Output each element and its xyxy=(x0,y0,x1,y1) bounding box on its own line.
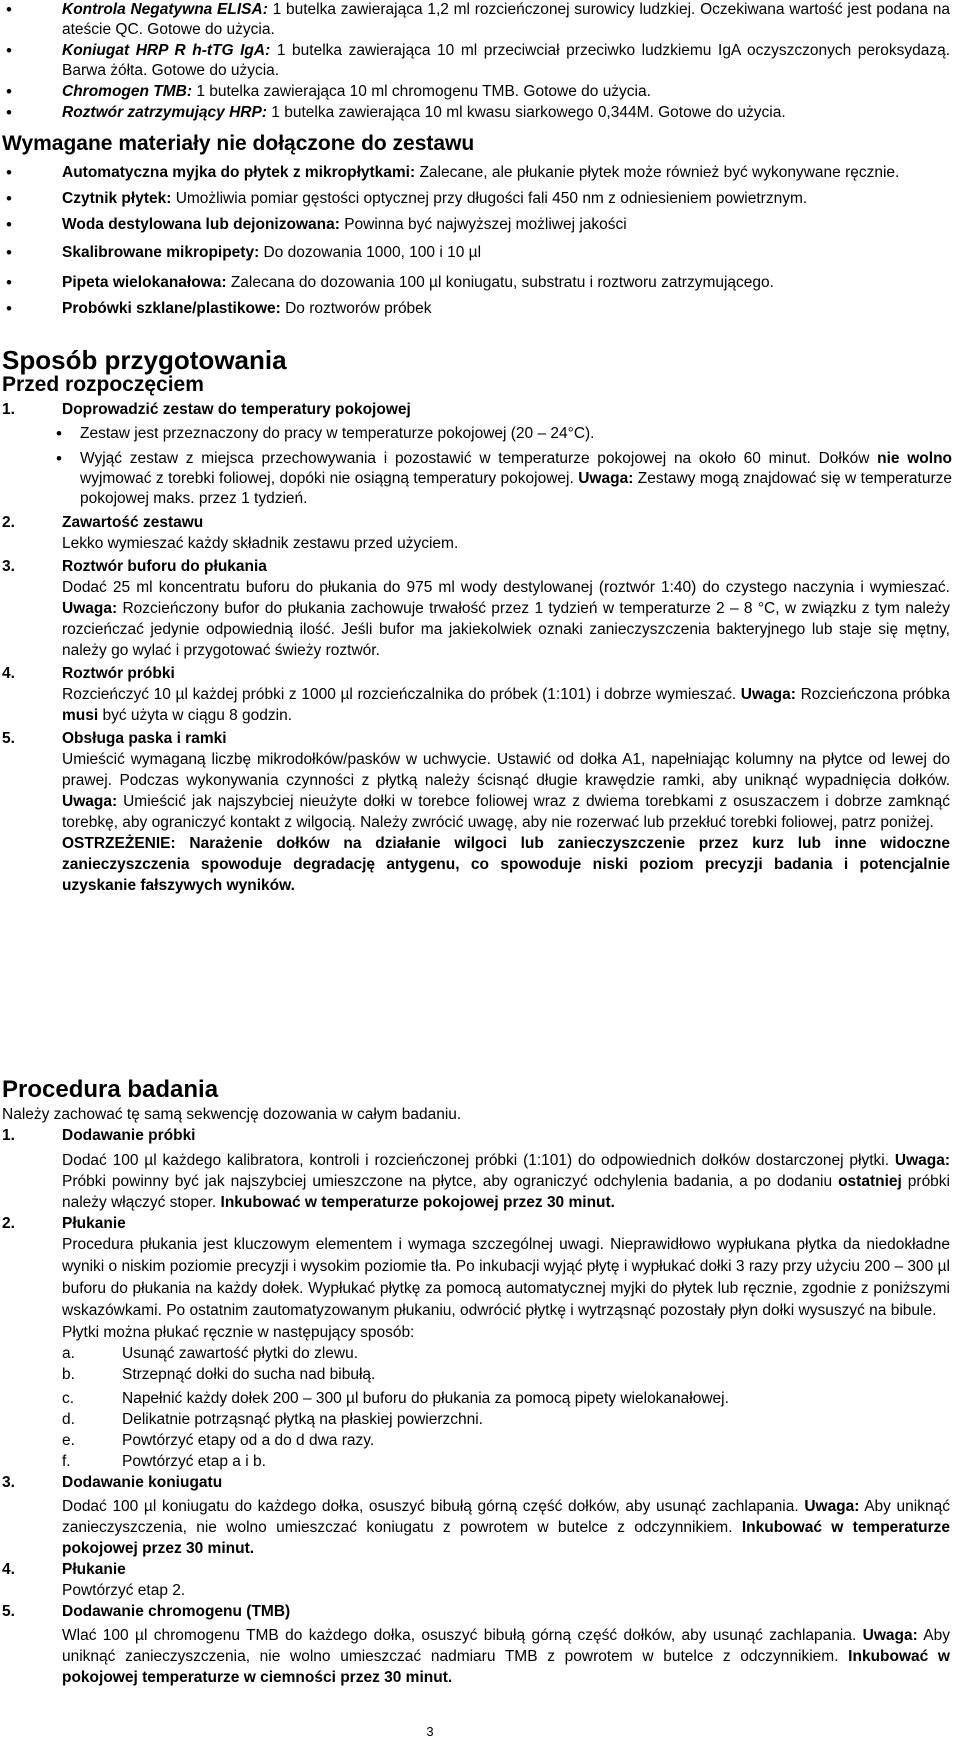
page-number: 3 xyxy=(426,1724,434,1739)
proc-step-2-manual: Płytki można płukać ręcznie w następujący sposób: xyxy=(62,1324,415,1341)
list-item: • Czytnik płytek: Umożliwia pomiar gęstości optycznej przy długości fali 450 nm z odniesieniem powietrznym. xyxy=(0,189,960,209)
list-item: • Wyjąć zestaw z miejsca przechowywania i pozostawić w temperaturze pokojowej na około 60 minut. Dołków nie wolno wyjmować z torebki foliowej, dopóki nie osiągną temperatury pokojowej. Uwaga: Zestawy mogą znajdować się w temperaturze pokojowej maks. przez 1 tydzień. xyxy=(0,449,960,509)
list-item: f. Powtórzyć etap a i b. xyxy=(62,1453,266,1470)
prep-step-2: 2. Zawartość zestawu xyxy=(2,514,204,531)
list-item: c. Napełnić każdy dołek 200 – 300 µl buforu do płukania za pomocą pipety wielokanałowej. xyxy=(62,1390,729,1407)
materials-heading: Wymagane materiały nie dołączone do zestawu xyxy=(2,132,475,155)
prep-step-5-text: Umieścić wymaganą liczbę mikrodołków/pasków w uchwycie. Ustawić od dołka A1, napełniając kolumny na płytce od lewej do prawej. Podczas wykonywania czynności z płytką należy ścisnąć długie krawędzie ramki, aby uniknąć wypadnięcia dołków. Uwaga: Umieścić jak najszybciej nieużyte dołki w torebce foliowej wraz z dwiema torebkami z osuszaczem i dobrze zamknąć torebkę, aby ograniczyć kontakt z wilgocią. Należy zwrócić uwagę, aby nie rozerwać lub przekłuć torebki foliowej, patrz poniżej. xyxy=(62,751,950,831)
proc-step-1: 1. Dodawanie próbki xyxy=(2,1127,196,1144)
list-item: • Skalibrowane mikropipety: Do dozowania 1000, 100 i 10 µl xyxy=(0,243,960,263)
prep-step-2-text: Lekko wymieszać każdy składnik zestawu przed użyciem. xyxy=(62,535,459,552)
proc-step-2: 2. Płukanie xyxy=(2,1215,126,1232)
list-item: • Probówki szklane/plastikowe: Do roztworów próbek xyxy=(0,299,960,319)
prep-step-3-text: Dodać 25 ml koncentratu buforu do płukania do 975 ml wody destylowanej (roztwór 1:40) do czystego naczynia i wymieszać. Uwaga: Rozcieńczony bufor do płukania zachowuje trwałość przez 1 tydzień w temperaturze 2 – 8 °C, w związku z tym należy rozcieńczać jedynie odpowiednią ilość. Jeśli bufor ma jakiekolwiek oznaki zanieczyszczenia bakteryjnego lub staje się mętny, należy go wylać i przygotować świeży roztwór. xyxy=(62,579,950,659)
proc-step-5: 5. Dodawanie chromogenu (TMB) xyxy=(2,1603,291,1620)
list-item: • Automatyczna myjka do płytek z mikropłytkami: Zalecane, ale płukanie płytek może również być wykonywane ręcznie. xyxy=(0,163,960,183)
proc-step-1-text: Dodać 100 µl każdego kalibratora, kontroli i rozcieńczonej próbki (1:101) do odpowiednich dołków dostarczonej płytki. Uwaga: Próbki powinny być jak najszybciej umieszczone na płytce, aby ograniczyć odchylenia badania, a po dodaniu ostatniej próbki należy włączyć stoper. Inkubować w temperaturze pokojowej przez 30 minut. xyxy=(62,1152,951,1211)
list-item: • Pipeta wielokanałowa: Zalecana do dozowania 100 µl koniugatu, substratu i roztworu zatrzymującego. xyxy=(0,273,960,293)
proc-step-4: 4. Płukanie xyxy=(2,1561,126,1578)
proc-step-3-text: Dodać 100 µl koniugatu do każdego dołka, osuszyć bibułą górną część dołków, aby usunąć zachlapania. Uwaga: Aby uniknąć zanieczyszczenia, nie wolno umieszczać koniugatu z powrotem w butelce z odczynnikiem. Inkubować w temperaturze pokojowej przez 30 minut. xyxy=(62,1498,950,1557)
procedure-heading: Procedura badania xyxy=(2,1076,219,1103)
prep-step-1-bullets xyxy=(0,424,960,509)
materials-list xyxy=(0,163,960,319)
prep-heading: Sposób przygotowania xyxy=(2,345,287,375)
list-item: • Koniugat HRP R h-tTG IgA: 1 butelka zawierająca 10 ml przeciwciał przeciwko ludzkiemu IgA oczyszczonych peroksydazą. Barwa żółta. Gotowe do użycia. xyxy=(0,41,960,81)
prep-subheading: Przed rozpoczęciem xyxy=(2,373,204,396)
prep-step-1: 1. Doprowadzić zestaw do temperatury pokojowej xyxy=(2,401,411,418)
proc-step-2-sublist xyxy=(0,1343,960,1472)
list-item: b. Strzepnąć dołki do sucha nad bibułą. xyxy=(62,1366,376,1383)
list-item: • Chromogen TMB: 1 butelka zawierająca 10 ml chromogenu TMB. Gotowe do użycia. xyxy=(0,82,960,102)
prep-step-5-warning: OSTRZEŻENIE: Narażenie dołków na działanie wilgoci lub zanieczyszczenie przez kurz lub inne widoczne zanieczyszczenia spowoduje degradację antygenu, co spowoduje niski poziom precyzji badania i potencjalnie uzyskanie fałszywych wyników. xyxy=(62,835,950,894)
proc-step-3: 3. Dodawanie koniugatu xyxy=(2,1474,223,1491)
kit-components-list xyxy=(0,0,960,124)
list-item: • Roztwór zatrzymujący HRP: 1 butelka zawierająca 10 ml kwasu siarkowego 0,344M. Gotowe do użycia. xyxy=(0,103,960,123)
prep-step-4-text: Rozcieńczyć 10 µl każdej próbki z 1000 µl rozcieńczalnika do próbek (1:101) i dobrze wymieszać. Uwaga: Rozcieńczona próbka musi być użyta w ciągu 8 godzin. xyxy=(62,686,950,724)
list-item: • Woda destylowana lub dejonizowana: Powinna być najwyższej możliwej jakości xyxy=(0,215,960,235)
prep-step-3: 3. Roztwór buforu do płukania xyxy=(2,558,267,575)
prep-step-5: 5. Obsługa paska i ramki xyxy=(2,730,227,747)
list-item: • Kontrola Negatywna ELISA: 1 butelka zawierająca 1,2 ml rozcieńczonej surowicy ludzkiej. Oczekiwana wartość jest podana na ateście QC. Gotowe do użycia. xyxy=(0,0,960,40)
proc-step-5-text: Wlać 100 µl chromogenu TMB do każdego dołka, osuszyć bibułą górną część dołków, aby usunąć zachlapania. Uwaga: Aby uniknąć zanieczyszczenia, nie wolno umieszczać nadmiaru TMB z powrotem w butelce z odczynnikiem. Inkubować w pokojowej temperaturze w ciemności przez 30 minut. xyxy=(62,1627,950,1686)
proc-step-4-text: Powtórzyć etap 2. xyxy=(62,1582,186,1599)
proc-step-2-text: Procedura płukania jest kluczowym elementem i wymaga szczególnej uwagi. Nieprawidłowo wypłukana płytka da niedokładne wyniki o niskim poziomie precyzji i wysokim poziomie tła. Po inkubacji wyjąć płytę i wypłukać dołki 3 razy przy użyciu 200 – 300 µl buforu do płukania na każdy dołek. Wypłukać płytkę za pomocą automatycznej myjki do płytek lub ręcznie, zgodnie z poniższymi wskazówkami. Po ostatnim zautomatyzowanym płukaniu, odwrócić płytkę i wytrząsnąć pozostały płyn dołki wysuszyć na bibule. xyxy=(62,1236,950,1319)
list-item: d. Delikatnie potrząsnąć płytką na płaskiej powierzchni. xyxy=(62,1411,483,1428)
list-item: • Zestaw jest przeznaczony do pracy w temperaturze pokojowej (20 – 24°C). xyxy=(0,424,960,444)
procedure-intro: Należy zachować tę samą sekwencję dozowania w całym badaniu. xyxy=(2,1106,462,1123)
list-item: a. Usunąć zawartość płytki do zlewu. xyxy=(62,1345,359,1362)
prep-step-4: 4. Roztwór próbki xyxy=(2,665,175,682)
list-item: e. Powtórzyć etapy od a do d dwa razy. xyxy=(62,1432,375,1449)
